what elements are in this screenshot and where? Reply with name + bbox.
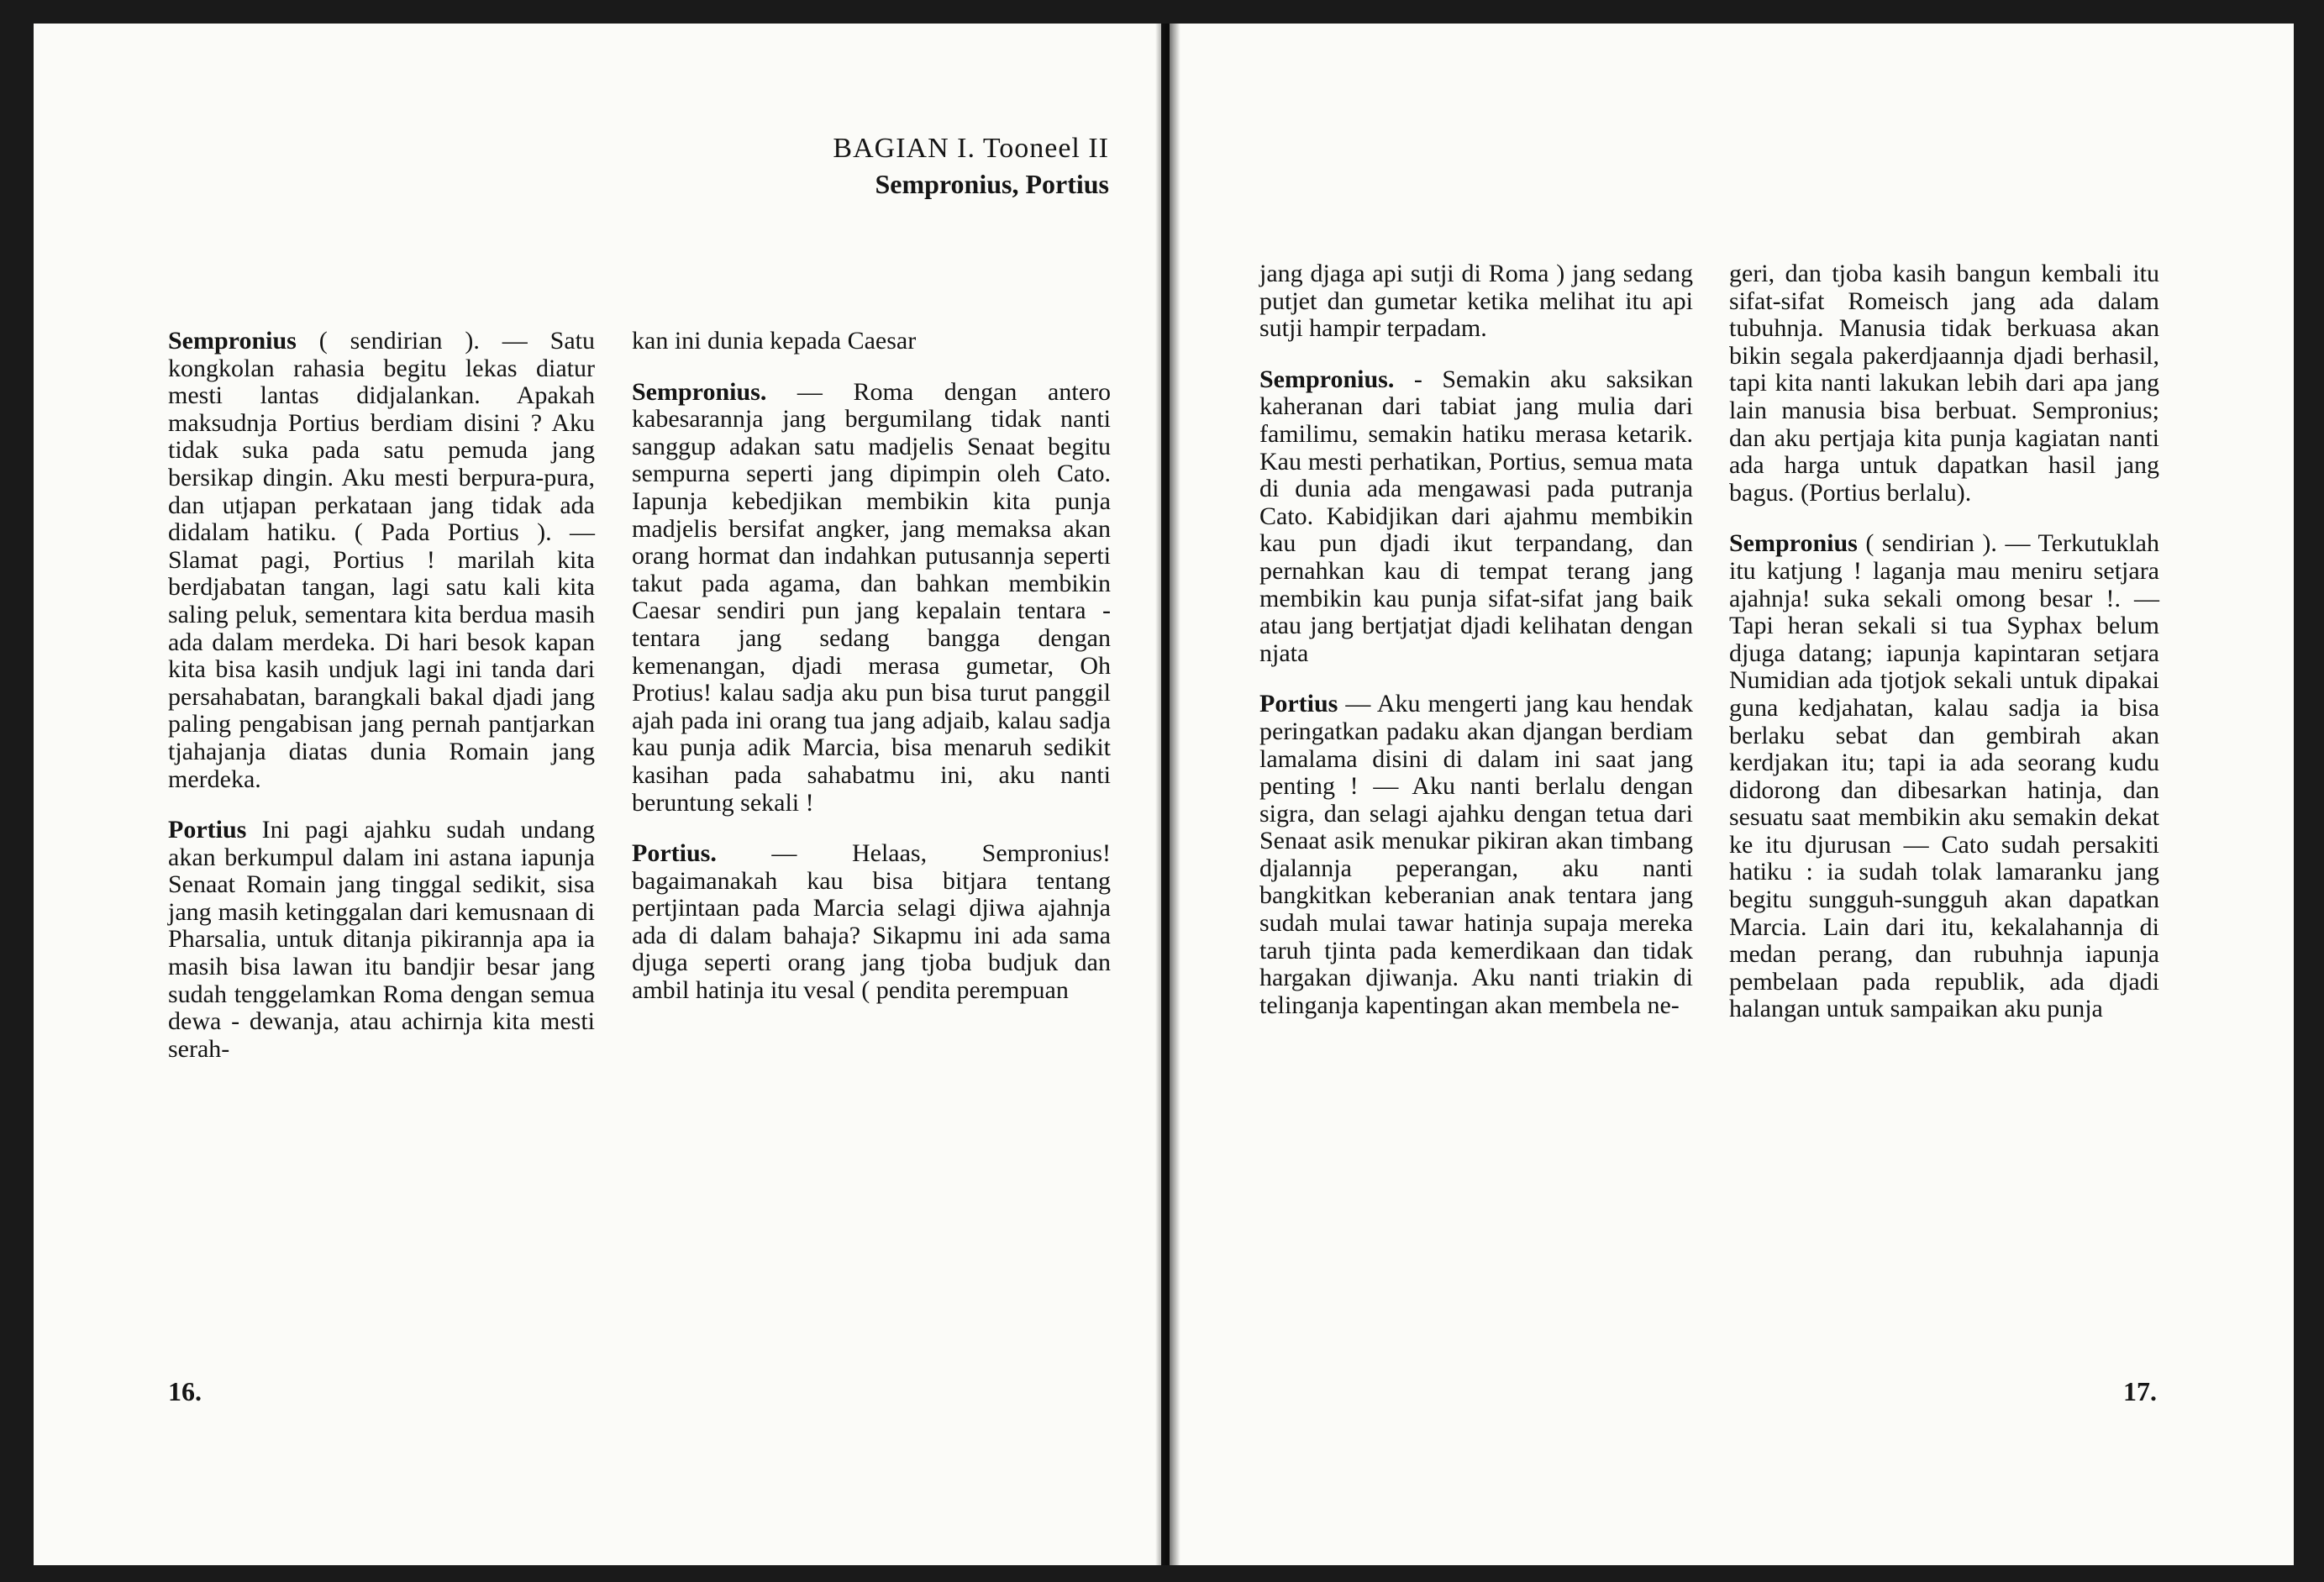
paragraph	[168, 328, 595, 793]
right-page-column-2	[1729, 260, 2159, 1047]
paragraph	[1729, 260, 2159, 507]
scene-title: BAGIAN I. Tooneel II	[833, 133, 1109, 164]
book-gutter	[1155, 24, 1180, 1565]
paragraph	[1259, 260, 1693, 343]
speaker-name: Sempronius.	[632, 377, 767, 406]
paragraph	[1259, 366, 1693, 668]
right-page-column-1	[1259, 260, 1693, 1043]
page-number-left: 16.	[168, 1376, 202, 1406]
speaker-name: Portius	[1259, 690, 1338, 718]
paragraph-text: — Helaas, Sempronius! bagaimanakah kau bisa bitjara tentang pertjintaan pada Marcia selagi djiwa ajahnja ada di dalam bahaja? Sikapmu ini ada sama djuga seperti orang jang tjoba budjuk dan ambil hatinja itu vesal ( pendita perempuan	[632, 839, 1111, 1005]
left-page-column-2	[632, 328, 1111, 1028]
paragraph-text: geri, dan tjoba kasih bangun kembali itu sifat-sifat Romeisch jang ada dalam tubuhnja. Manusia tidak berkuasa akan bikin segala pakerdjaannja djadi berhasil, tapi kita nanti lakukan lebih dari apa jang lain manusia bisa berbuat. Sempronius; dan aku pertjaja kita punja kagiatan nanti ada harga untuk dapatkan hasil jang bagus. (Portius berlalu).	[1729, 260, 2159, 507]
paragraph-text: kan ini dunia kepada Caesar	[632, 327, 917, 355]
paragraph	[632, 328, 1111, 355]
paragraph-text: — Roma dengan antero kabesarannja jang bergumilang tidak nanti sanggup adakan satu madjelis Senaat begitu sempurna seperti jang dipimpin oleh Cato. Iapunja kebedjikan membikin kita punja madjelis bersifat angker, jang memaksa akan orang hormat dan indahkan putusannja seperti takut pada agama, dan bahkan membikin Caesar sendiri pun jang kepalain tentara - tentara jang sedang bangga dengan kemenangan, djadi merasa gumetar, Oh Protius! kalau sadja aku pun bisa turut panggil ajah pada ini orang tua jang adjaib, kalau sadja kau punja adik Marcia, bisa menaruh sedikit kasihan pada sahabatmu ini, aku nanti beruntung sekali !	[632, 377, 1111, 817]
page-number-right: 17.	[2123, 1376, 2157, 1406]
paragraph	[1259, 691, 1693, 1019]
speaker-name: Sempronius	[1729, 529, 1858, 558]
paragraph	[632, 840, 1111, 1005]
paragraph-text: — Aku mengerti jang kau hendak peringatkan padaku akan djangan berdiam lamalama disini di dalam ini saat jang penting ! — Aku nanti berlalu dengan sigra, dan selagi ajahku dengan tetua dari Senaat asik menukar pikiran akan timbang djalannja peperangan, aku nanti bangkitkan keberanian anak tentara jang sudah mulai tawar hatinja supaja mereka taruh tjinta pada kemerdikaan dan tidak hargakan djiwanja. Aku nanti triakin di telinganja kapentingan akan membela ne-	[1259, 690, 1693, 1019]
paragraph-text: ( sendirian ). — Terkutuklah itu katjung ! laganja mau meniru setjara ajahnja! suka sekali omong besar !. — Tapi heran sekali si tua Syphax belum djuga datang; iapunja kapintaran setjara Numidian ada tjotjok sekali untuk dipakai guna kedjahatan, kalau sadja ia bisa berlaku sebat dan gembirah akan kerdjakan itu; tapi ia ada seorang kudu didorong dan dibesarkan hatinja, dan sesuatu saat membikin aku semakin dekat ke itu djurusan — Cato sudah persakiti hatiku : ia sudah tolak lamaranku jang begitu sungguh-sungguh akan dapatkan Marcia. Lain dari itu, kekalahannja di medan perang, dan rubuhnja iapunja pembelaan pada republik, ada djadi halangan untuk sampaikan aku punja	[1729, 529, 2159, 1023]
paragraph-text: Ini pagi ajahku sudah undang akan berkumpul dalam ini astana iapunja Senaat Romain jang tinggal sedikit, sisa jang masih ketinggalan dari kemusnaan di Pharsalia, untuk ditanja pikirannja apa ia masih bisa lawan itu bandjir besar jang sudah tenggelamkan Roma dengan semua dewa - dewanja, atau achirnja kita mesti serah-	[168, 816, 595, 1063]
scene-header	[833, 131, 1109, 202]
left-page-column-1	[168, 328, 595, 1086]
paragraph-text: - Semakin aku saksikan kaheranan dari tabiat jang mulia dari familimu, semakin hatiku merasa ketarik. Kau mesti perhatikan, Portius, semua mata di dunia ada mengawasi pada putranja Cato. Kabidjikan dari ajahmu membikin kau pun djadi ikut terpandang, dan pernahkan kau di tempat terang jang membikin kau punja sifat-sifat jang baik atau jang bertjatjat djadi kelihatan dengan njata	[1259, 365, 1693, 667]
paragraph-text: jang djaga api sutji di Roma ) jang sedang putjet dan gumetar ketika melihat itu api sutji hampir terpadam.	[1259, 260, 1693, 343]
paragraph-text: ( sendirian ). — Satu kongkolan rahasia begitu lekas diatur mesti lantas didjalankan. Apakah maksudnja Portius berdiam disini ? Aku tidak suka pada satu pemuda jang bersikap dingin. Aku mesti berpura-pura, dan utjapan perkataan jang tidak ada didalam hatiku. ( Pada Portius ). — Slamat pagi, Portius ! marilah kita berdjabatan tangan, lagi satu kali kita saling peluk, sementara kita berdua masih ada dalam merdeka. Di hari besok kapan kita bisa kasih undjuk lagi ini tanda dari persahabatan, barangkali bakal djadi jang paling pengabisan jang pernah pantjarkan tjahajanja diatas dunia Romain jang merdeka.	[168, 327, 595, 793]
speaker-name: Portius	[168, 816, 247, 844]
speaker-name: Portius.	[632, 839, 717, 868]
paragraph	[632, 379, 1111, 817]
right-page	[1170, 24, 2294, 1565]
left-page	[34, 24, 1161, 1565]
scene-characters: Sempronius, Portius	[875, 169, 1109, 199]
speaker-name: Sempronius.	[1259, 365, 1395, 393]
speaker-name: Sempronius	[168, 327, 297, 355]
paragraph	[168, 817, 595, 1063]
paragraph	[1729, 530, 2159, 1023]
